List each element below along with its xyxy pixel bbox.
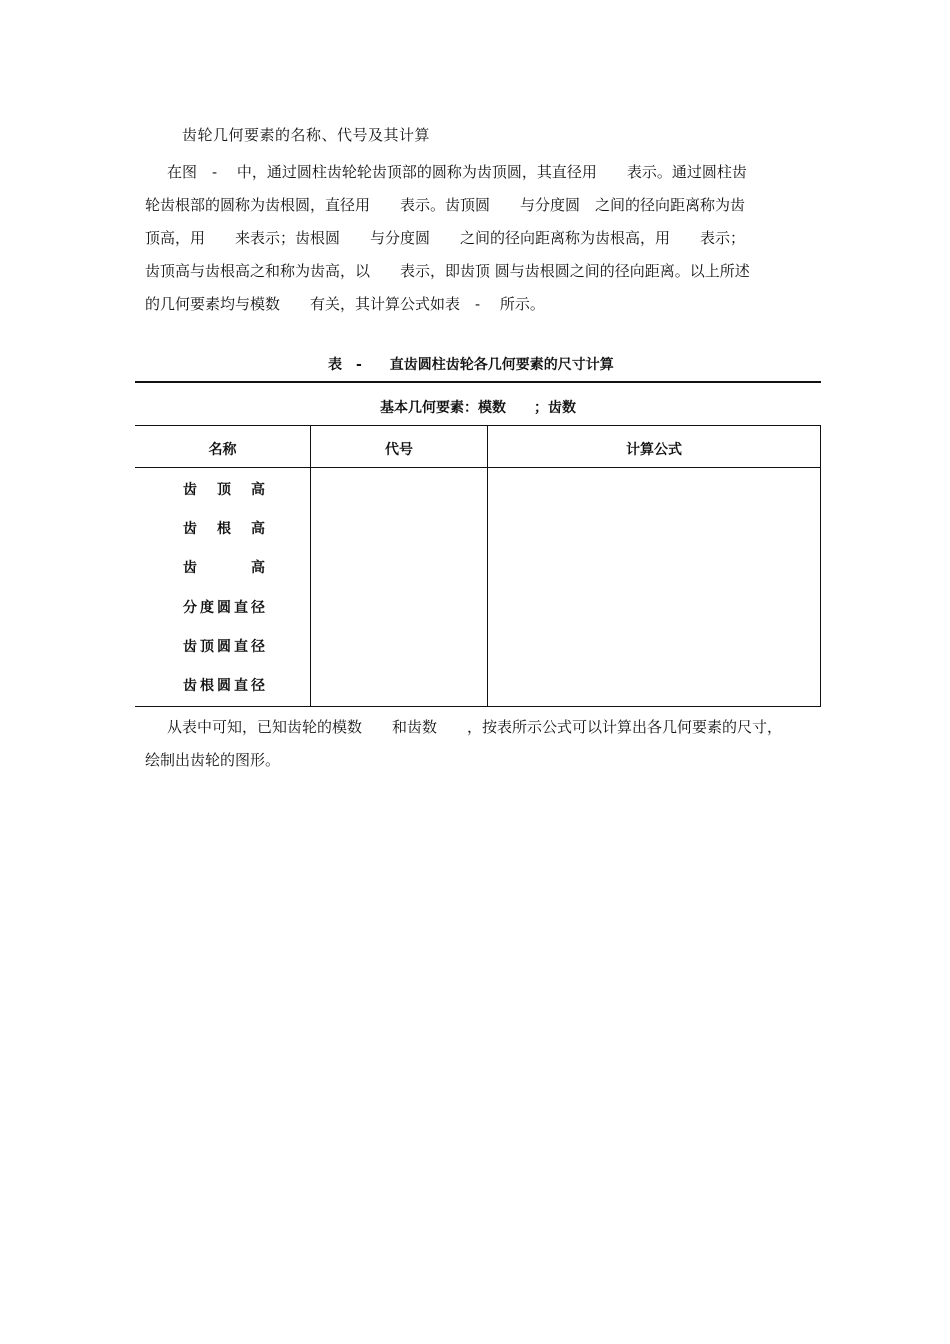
paragraph-line: 在图 - 中，通过圆柱齿轮轮齿顶部的圆称为齿顶圆，其直径用 表示。通过圆柱齿: [167, 163, 747, 181]
table-right-border: [820, 425, 821, 707]
table-row: 齿根高: [183, 521, 265, 538]
paragraph-line: 的几何要素均与模数 有关，其计算公式如表 - 所示。: [145, 295, 545, 313]
column-divider: [310, 425, 311, 707]
header-name: 名称: [208, 442, 237, 458]
table-row: 齿顶高: [183, 482, 265, 498]
header-formula: 计算公式: [626, 442, 682, 458]
section-heading: 齿轮几何要素的名称、代号及其计算: [182, 126, 431, 144]
paragraph-line: 轮齿根部的圆称为齿根圆，直径用 表示。齿顶圆 与分度圆 之间的径向距离称为齿: [145, 196, 746, 214]
header-top-border: [135, 425, 821, 426]
table-caption: 表 - 直齿圆柱齿轮各几何要素的尺寸计算: [328, 357, 614, 373]
gear-elements-table: [135, 381, 821, 707]
column-divider: [487, 425, 488, 707]
paragraph-line: 顶高，用 来表示；齿根圆 与分度圆 之间的径向距离称为齿根高，用 表示；: [145, 229, 746, 247]
table-top-rule: [135, 381, 821, 383]
table-row: 分度圆直径: [183, 599, 265, 616]
paragraph-line: 齿顶高与齿根高之和称为齿高，以 表示，即齿顶 圆与齿根圆之间的径向距离。以上所述: [145, 262, 750, 280]
basic-elements-row: 基本几何要素：模数 ；齿数: [380, 400, 576, 416]
intro-paragraph: [145, 156, 810, 321]
header-symbol: 代号: [385, 442, 413, 458]
table-row: 齿高: [183, 560, 265, 577]
row-names-column: [183, 479, 265, 714]
paragraph-line: 绘制出齿轮的图形。: [145, 751, 281, 769]
table-row: 齿顶圆直径: [183, 638, 265, 655]
header-bottom-border: [135, 467, 821, 468]
conclusion-paragraph: [145, 711, 810, 777]
paragraph-line: 从表中可知，已知齿轮的模数 和齿数 ，按表所示公式可以计算出各几何要素的尺寸，: [167, 718, 783, 736]
table-row: 齿根圆直径: [183, 677, 265, 694]
